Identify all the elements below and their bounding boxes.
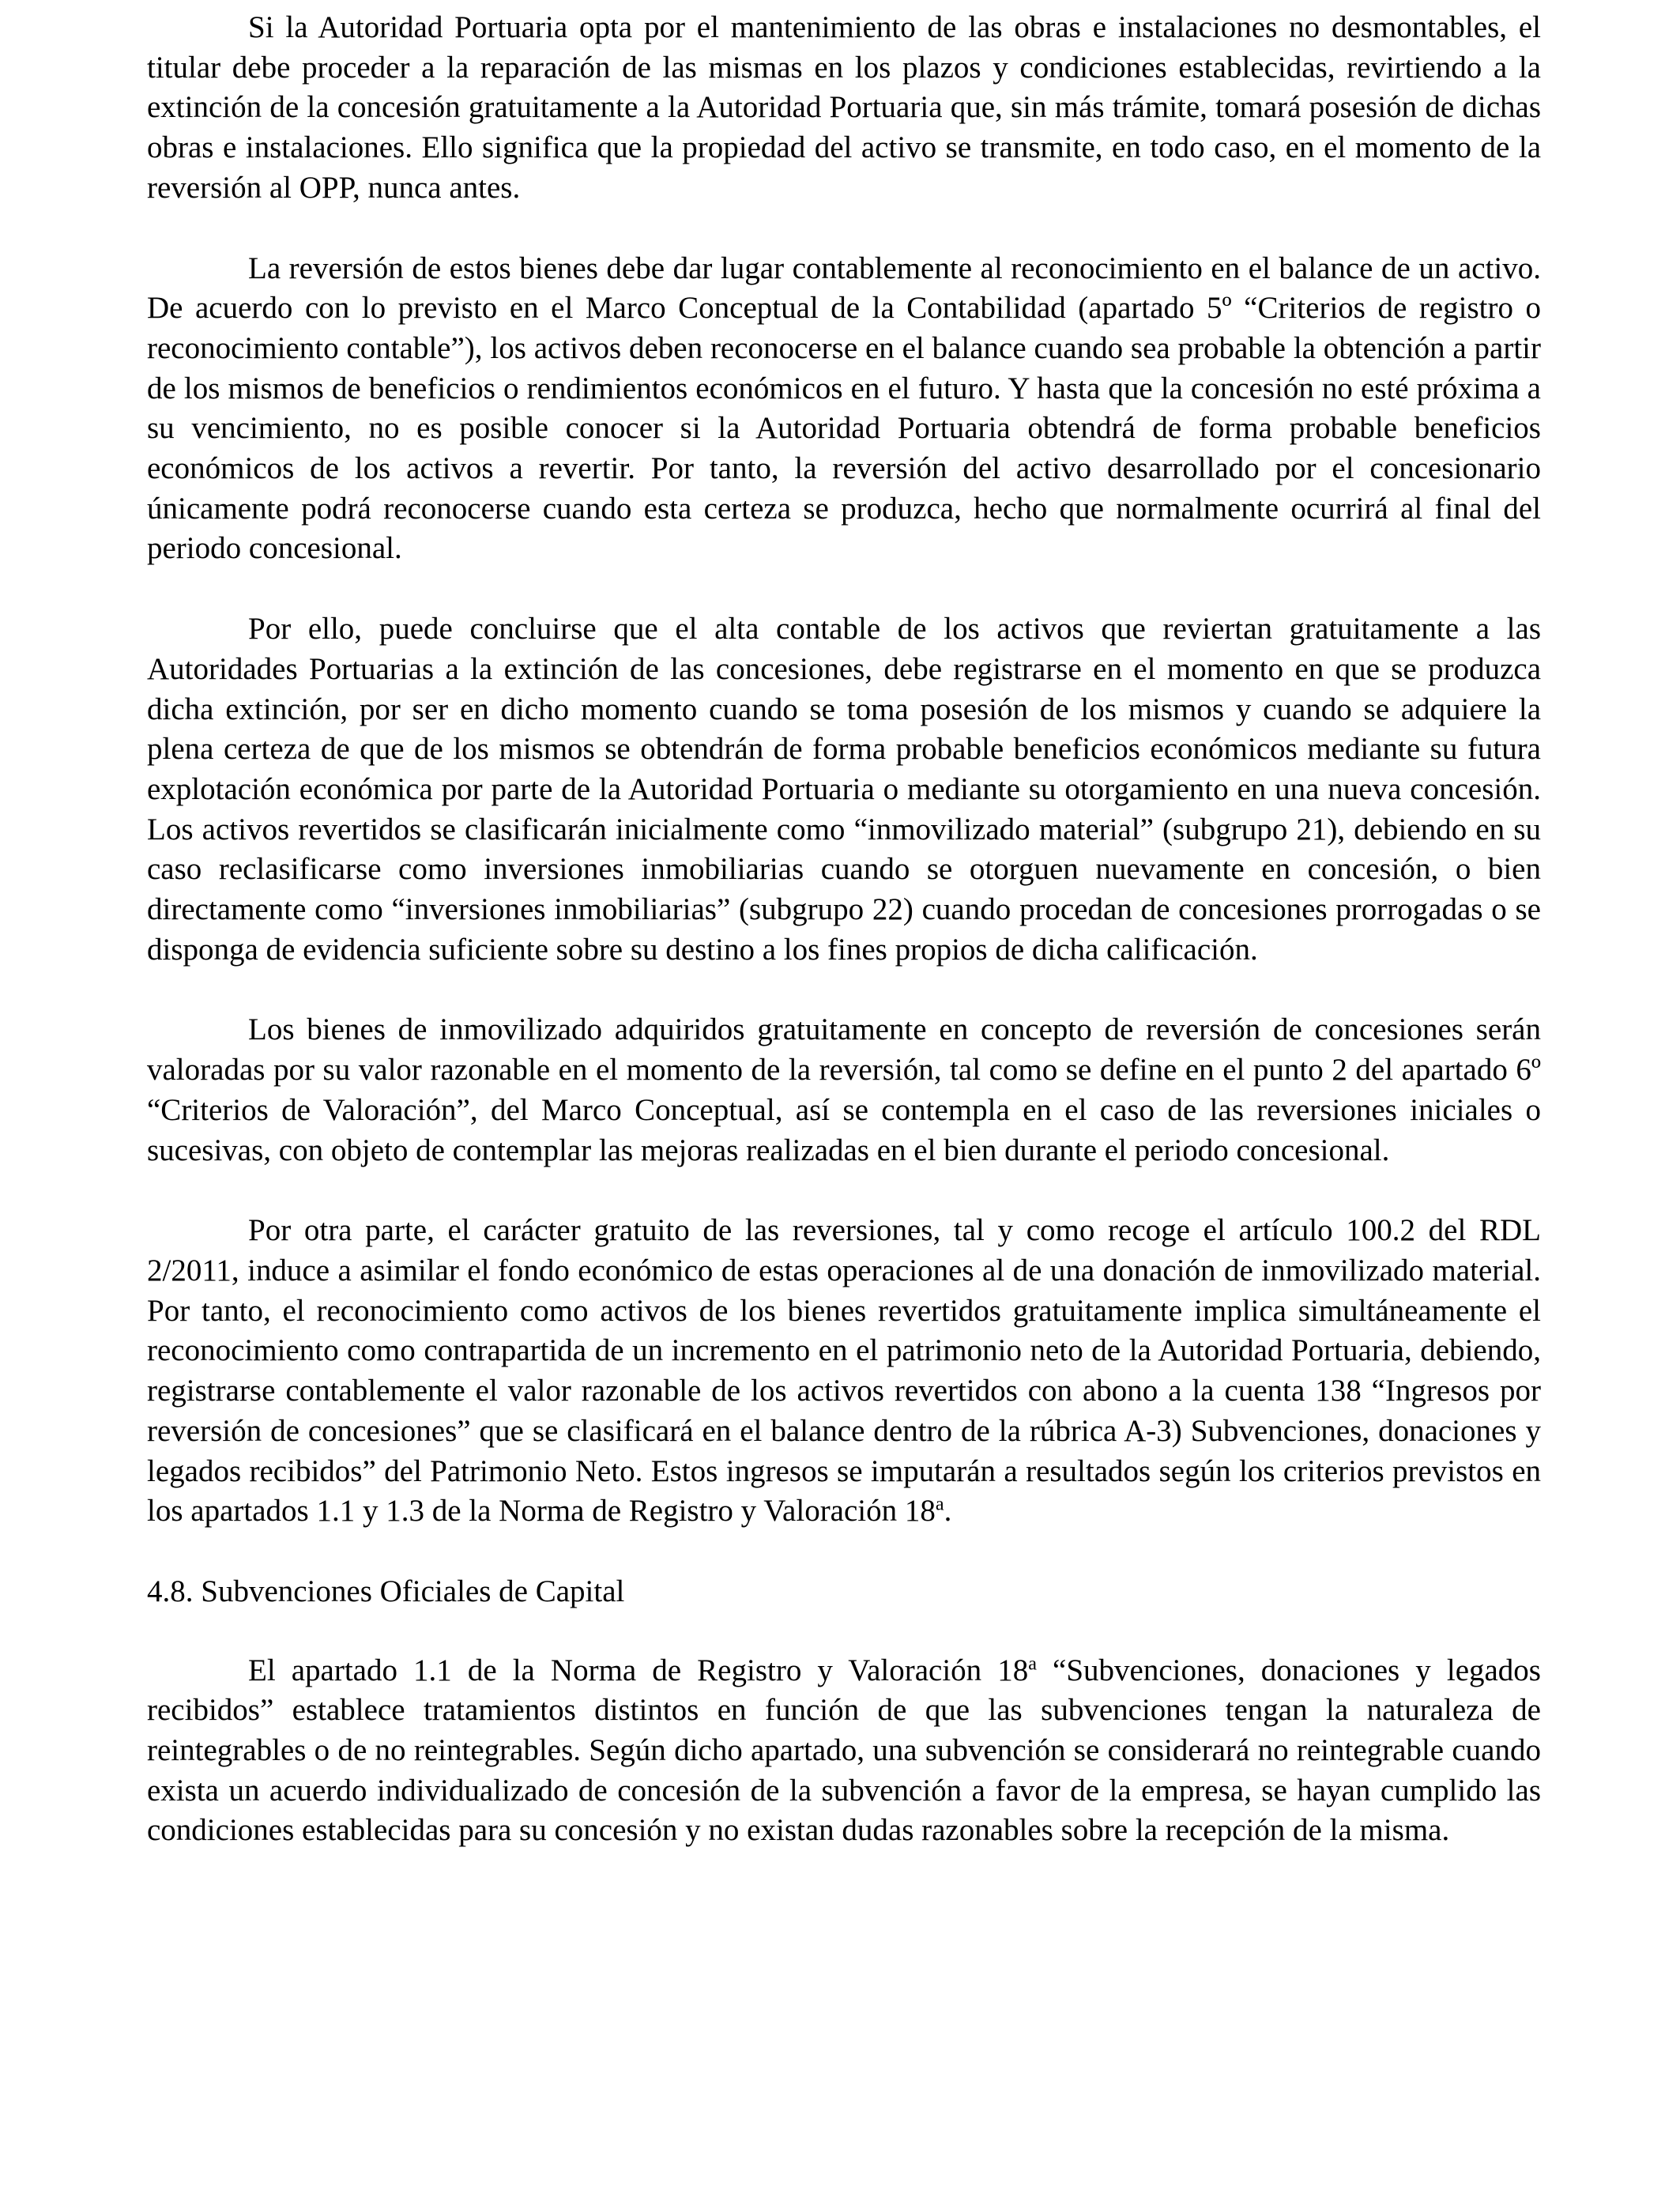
section-heading: 4.8. Subvenciones Oficiales de Capital — [147, 1574, 625, 1608]
paragraph-subvenciones — [147, 1651, 1541, 1852]
document-page — [147, 8, 1541, 1891]
paragraph-subvenciones-start: El apartado 1.1 de la Norma de Registro y Valoración 18 — [248, 1653, 1029, 1687]
paragraph-end-period: . — [944, 1494, 952, 1529]
paragraph-subvenciones-rest: “Subvenciones, donaciones y legados recibidos” establece tratamientos distintos en función de que las subvenciones tengan la naturaleza de reintegrables o de no reintegrables. Según dicho apartado, una subvención se considerará no reintegrable cuando exista un acuerdo individualizado de concesión de la subvención a favor de la empresa, se hayan cumplido las condiciones establecidas para su concesión y no existan dudas razonables sobre la recepción de la misma. — [147, 1653, 1541, 1848]
paragraph-reversion-mantenimiento: Si la Autoridad Portuaria opta por el mantenimiento de las obras e instalaciones no desmontables, el titular debe proceder a la reparación de las mismas en los plazos y condiciones establecidas, revirtiendo a la extinción de la concesión gratuitamente a la Autoridad Portuaria que, sin más trámite, tomará posesión de dichas obras e instalaciones. Ello significa que la propiedad del activo se transmite, en todo caso, en el momento de la reversión al OPP, nunca antes. — [147, 10, 1541, 205]
ordinal-superscript: a — [935, 1493, 944, 1515]
paragraph-caracter-gratuito-text: Por otra parte, el carácter gratuito de las reversiones, tal y como recoge el artículo 100.2 del RDL 2/2011, induce a asimilar el fondo económico de estas operaciones al de una donación de inmovilizado material. Por tanto, el reconocimiento como activos de los bienes revertidos gratuitamente implica simultáneamente el reconocimiento como contrapartida de un incremento en el patrimonio neto de la Autoridad Portuaria, debiendo, registrarse contablemente el valor razonable de los activos revertidos con abono a la cuenta 138 “Ingresos por reversión de concesiones” que se clasificará en el balance dentro de la rúbrica A-3) Subvenciones, donaciones y legados recibidos” del Patrimonio Neto. Estos ingresos se imputarán a resultados según los criterios previstos en los apartados 1.1 y 1.3 de la Norma de Registro y Valoración 18 — [147, 1213, 1541, 1529]
paragraph-alta-contable: Por ello, puede concluirse que el alta contable de los activos que reviertan gratuitamente a las Autoridades Portuarias a la extinción de las concesiones, debe registrarse en el momento en que se produzca dicha extinción, por ser en dicho momento cuando se toma posesión de los mismos y cuando se adquiere la plena certeza de que de los mismos se obtendrán de forma probable beneficios económicos mediante su futura explotación económica por parte de la Autoridad Portuaria o mediante su otorgamiento en una nueva concesión. Los activos revertidos se clasificarán inicialmente como “inmovilizado material” (subgrupo 21), debiendo en su caso reclasificarse como inversiones inmobiliarias cuando se otorguen nuevamente en concesión, o bien directamente como “inversiones inmobiliarias” (subgrupo 22) cuando procedan de concesiones prorrogadas o se disponga de evidencia suficiente sobre su destino a los fines propios de dicha calificación. — [147, 612, 1541, 967]
paragraph-reconocimiento-activo: La reversión de estos bienes debe dar lugar contablemente al reconocimiento en el balance de un activo. De acuerdo con lo previsto en el Marco Conceptual de la Contabilidad (apartado 5º “Criterios de registro o reconocimiento contable”), los activos deben reconocerse en el balance cuando sea probable la obtención a partir de los mismos de beneficios o rendimientos económicos en el futuro. Y hasta que la concesión no esté próxima a su vencimiento, no es posible conocer si la Autoridad Portuaria obtendrá de forma probable beneficios económicos de los activos a revertir. Por tanto, la reversión del activo desarrollado por el concesionario únicamente podrá reconocerse cuando esta certeza se produzca, hecho que normalmente ocurrirá al final del periodo concesional. — [147, 251, 1541, 566]
paragraph-caracter-gratuito — [147, 1211, 1541, 1532]
paragraph-valoracion: Los bienes de inmovilizado adquiridos gratuitamente en concepto de reversión de concesiones serán valoradas por su valor razonable en el momento de la reversión, tal como se define en el punto 2 del apartado 6º “Criterios de Valoración”, del Marco Conceptual, así se contempla en el caso de las reversiones iniciales o sucesivas, con objeto de contemplar las mejoras realizadas en el bien durante el periodo concesional. — [147, 1012, 1541, 1167]
ordinal-superscript: a — [1028, 1653, 1037, 1675]
